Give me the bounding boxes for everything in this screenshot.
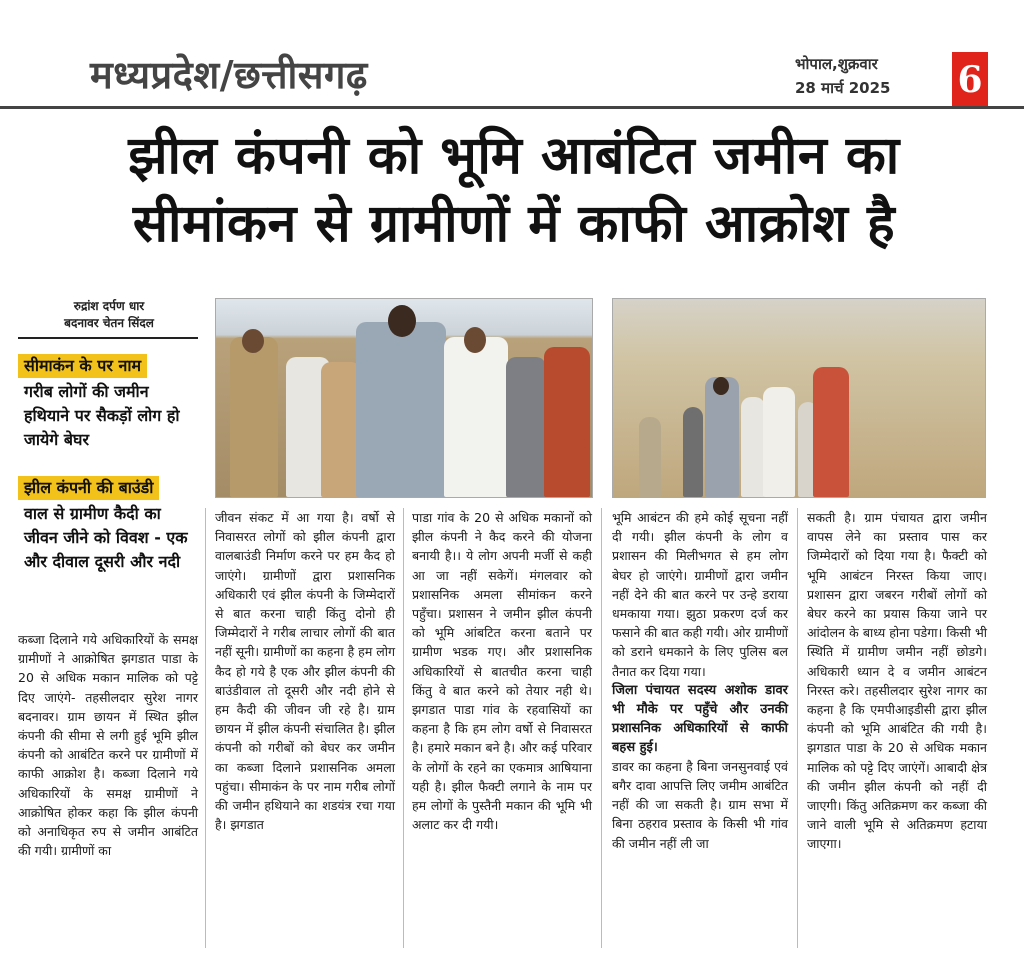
article-paragraph: पाडा गांव के 20 से अधिक मकानों को झील कंपनी ने कैद करने की योजना बनायी है।। ये लोग अपनी मर्जी से कही आ जा नहीं सकेगें। मंगलवार को प्रशासनिक अमला सीमांकन करने पहुँचा। प्रशासन ने जमीन झील कंपनी को भूमि आंबटित करना बताने पर ग्रामीण भडक गए। और प्रशासनिक अधिकारियों से बातचीत करना चाही किंतु वे बात करने को तेयार नही थे। झगडात पाडा गांव के रहवासियों का कहना है कि हम लोग वर्षो से निवासरत है। हमारे मकान बने है। और कई परिवार के लोगों के रहने का एकमात्र आषियाना यही है। झील फैक्टी लगाने के नाम पर हम लोगों के पुस्तैनी मकान की भूमि भी अलाट कर दी गयी। — [412, 510, 592, 833]
news-photo-officials-walking — [215, 298, 593, 498]
byline-line-1: रुद्रांश दर्पण धार — [73, 299, 145, 313]
figure-villager-red-shirt — [813, 367, 849, 497]
figure-villager — [321, 362, 361, 497]
figure-official — [705, 377, 739, 497]
article-subhead: जिला पंचायत सदस्य अशोक डावर भी मौके पर पहुँचे और उनकी प्रशासनिक अधिकारियों से काफी बहस हुई। — [612, 682, 788, 755]
article-column-2 — [215, 508, 395, 834]
pullquote-1-highlight: सीमाकंन के पर नाम — [18, 354, 147, 378]
figure-official-white-shirt — [763, 387, 795, 497]
article-paragraph: भूमि आबंटन की हमे कोई सूचना नहीं दी गयी। झील कंपनी के लोग व प्रशासन की मिलीभगत से हम लोग बेघर हो जाएंगे। ग्रामीणों द्वारा जमीन नहीं देने की बात करने पर उन्हे डराया धमकाया गया। झुठा प्रकरण दर्ज कर फसाने की बात कही गयी। ओर ग्रामीणों को डराने धमकाने के लिए पुलिस बल तैनात कर दिया गया। — [612, 510, 788, 679]
figure-villager-red-shirt — [544, 347, 590, 497]
headline — [14, 122, 1014, 258]
column-rule — [601, 508, 602, 948]
figure-villager — [683, 407, 703, 497]
column-rule — [403, 508, 404, 948]
masthead — [0, 0, 1024, 112]
byline-line-2: बदनावर चेतन सिंदल — [64, 316, 154, 330]
figure-head — [242, 329, 264, 353]
news-photo-crowd-on-site — [612, 298, 986, 498]
section-title: मध्यप्रदेश/छत्तीसगढ़ — [90, 53, 368, 97]
figure-head — [464, 327, 486, 353]
article-paragraph: कब्जा दिलाने गये अधिकारियों के समक्ष ग्रामीणों ने आक्रोषित झगडात पाडा के 20 से अधिक मकान मालिक को पट्टे दिए जाएंगे- तहसीलदार सुरेश नागर बदनावर। ग्राम छायन में स्थित झील कंपनी की सीमा से लगी हुई भूमि झील कंपनी को आबंटित करने पर ग्रामीणों में काफी आक्रोश है। कब्जा दिलाने गये अधिकारियों के समक्ष ग्रामीणों ने आक्रोषित होकर कहा कि झील कंपनी को अनाधिकृत रुप से जमीन आबंटित की गयी। ग्रामीणों का — [18, 632, 198, 859]
dateline — [795, 52, 890, 100]
figure-head — [713, 377, 729, 395]
pullquote-2-highlight: झील कंपनी की बाउंडी — [18, 476, 159, 500]
article-paragraph: जीवन संकट में आ गया है। वर्षो से निवासरत लोगों को झील कंपनी द्वारा वालबाउंडी निर्माण करने पर हम कैद हो जाएंगे। ग्रामीणों द्वारा प्रशासनिक अधिकारी एवं झील कंपनी के जिम्मेदारों से बात करना चाही किंतु दोनो ही जिम्मेदारों ने गरीब लाचार लोगों की बात नहीं सूनी। ग्रामीणों का कहना है हम लोग कैद हो गये है एक और झील कंपनी की बाउंडीवाल तो दूसरी और नदी होने से हम कैदी की जीवन जी रहे है। ग्राम छायन में झील कंपनी संचालित है। झील कंपनी को गरीबों को बेघर कर जमीन का कब्जा दिलाने प्रशासनिक अमला पहुंचा। सीमाकंन के पर नाम गरीब लोगों की जमीन हथियाने का शडयंत्र रचा गया है। झगडात — [215, 510, 396, 833]
pullquote-1-text: गरीब लोगों की जमीन हथियाने पर सैकड़ों लोग हो जायेगे बेघर — [24, 382, 180, 449]
article-paragraph: डावर का कहना है बिना जनसुनवाई एवं बगैर दावा आपत्ति लिए जमीम आबंटित नहीं की जा सकती है। ग्राम सभा में बिना ठहराव प्रस्ताव के किसी भी गांव की जमीन नहीं ली जा — [612, 758, 788, 851]
headline-line-1: झील कंपनी को भूमि आबंटित जमीन का — [128, 126, 900, 186]
issue-date: 28 मार्च 2025 — [795, 79, 891, 97]
byline-rule — [18, 337, 198, 339]
headline-line-2: सीमांकन से ग्रामीणों में काफी आक्रोश है — [132, 194, 896, 254]
column-rule — [205, 508, 206, 948]
article-column-3 — [412, 508, 592, 834]
figure-head — [388, 305, 416, 337]
place-day: भोपाल,शुक्रवार — [795, 55, 878, 73]
masthead-rule — [0, 106, 1024, 109]
article-column-5 — [807, 508, 987, 854]
pullquote-2-text: वाल से ग्रामीण कैदी का जीवन जीने को विवश - एक और दीवाल दूसरी और नदी — [24, 504, 188, 571]
pullquote-1 — [18, 354, 198, 466]
page-number-badge: 6 — [952, 52, 988, 108]
pullquote-2 — [18, 476, 198, 622]
figure-policeman — [230, 337, 278, 497]
figure-villager — [639, 417, 661, 497]
column-rule — [797, 508, 798, 948]
article-column-1 — [18, 630, 198, 860]
figure-official-bearded — [356, 322, 446, 497]
figure-villager — [506, 357, 546, 497]
figure-official-white-shirt — [444, 337, 508, 497]
article-paragraph: सकती है। ग्राम पंचायत द्वारा जमीन वापस लेने का प्रस्ताव पास कर जिम्मेदारों को दिया गया है। फैक्टी को भूमि आबंटन निरस्त किया जाए। प्रशासन द्वारा जबरन गरीबों लोगों को बेघर करने का प्रयास किया जाने पर आंदोलन के बाध्य होना पडेगा। किसी भी स्थिति में ग्रामीण जमीन नहीं छोडगे। अधिकारी ध्यान दे व जमीन आबंटन निरस्त करे। तहसीलदार सुरेश नागर का कहना है कि एमपीआइडीसी द्वारा झील कंपनी को भूमि आबंटित की गयी है। झगडात पाडा के 20 से अधिक मकान मालिक को पट्टे दिए जाएंगें। आबादी क्षेत्र की जमीन झील कंपनी को नहीं दी जाएगी। किंतु अतिक्रमण कर कब्जा की जाने वाली भूमि से अतिक्रमण हटाया जाएगा। — [807, 510, 987, 852]
article-column-4 — [612, 508, 788, 853]
figure-villager — [741, 397, 765, 497]
byline — [20, 298, 198, 332]
